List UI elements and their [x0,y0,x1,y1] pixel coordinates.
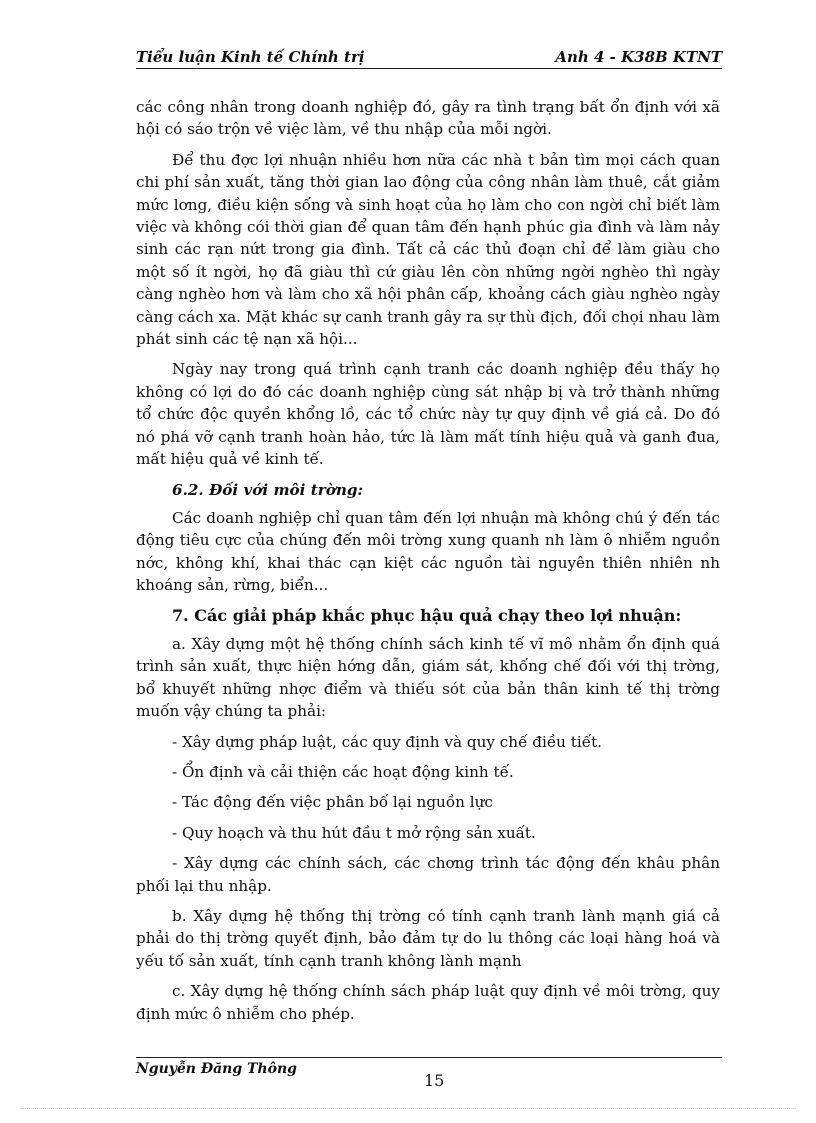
paragraph-environment: Các doanh nghiệp chỉ quan tâm đến lợi nhuận mà không chú ý đến tác động tiêu cực của chúng đến môi trờng xung quanh nh làm ô nhiễm nguồn nớc, không khí, khai thác cạn kiệt các nguồn tài nguyên thiên nhiên nh khoáng sản, rừng, biển... [136,508,720,595]
list-item: - Tác động đến việc phân bố lại nguồn lực [172,793,493,812]
header-class-code: Anh 4 - K38B KTNT [555,48,722,66]
section-heading-7: 7. Các giải pháp khắc phục hậu quả chạy theo lợi nhuận: [172,605,682,625]
footer-author: Nguyễn Đăng Thông [136,1061,297,1077]
document-body [136,96,720,1033]
list-item: - Ổn định và cải thiện các hoạt động kinh tế. [172,762,514,781]
list-item: - Xây dựng các chính sách, các chơng trình tác động đến khâu phân phối lại thu nhập. [136,854,720,895]
paragraph-solution-c: c. Xây dựng hệ thống chính sách pháp luật quy định về môi trờng, quy định mức ô nhiễm cho phép. [136,982,720,1023]
list-item: - Xây dựng pháp luật, các quy định và quy chế điều tiết. [172,732,603,751]
list-item: - Quy hoạch và thu hút đầu t mở rộng sản xuất. [172,823,536,842]
header-course-title: Tiểu luận Kinh tế Chính trị [136,48,365,66]
paragraph-solution-a: a. Xây dựng một hệ thống chính sách kinh tế vĩ mô nhằm ổn định quá trình sản xuất, thực hiện hớng dẫn, giám sát, khống chế đối với thị trờng, bổ khuyết những nhợc điểm và thiếu sót của bản thân kinh tế thị trờng muốn vậy chúng ta phải: [136,634,720,721]
section-heading-6-2: 6.2. Đối với môi trờng: [172,480,364,499]
page-number: 15 [424,1071,445,1090]
paragraph-solution-b: b. Xây dựng hệ thống thị trờng có tính cạnh tranh lành mạnh giá cả phải do thị trờng quyết định, bảo đảm tự do lu thông các loại hàng hoá và yếu tố sản xuất, tính cạnh tranh không lành mạnh [136,907,720,970]
paragraph-profit-exploitation: Để thu đợc lợi nhuận nhiều hơn nữa các nhà t bản tìm mọi cách quan chi phí sản xuất, tăng thời gian lao động của công nhân làm thuê, cắt giảm mức lơng, điều kiện sống và sinh hoạt của họ làm cho con ngời chỉ biết làm việc và không cói thời gian để quan tâm đến hạnh phúc gia đình và làm nảy sinh các rạn nứt trong gia đình. Tất cả các thủ đoạn chỉ để làm giàu cho một số ít ngời, họ đã giàu thì cứ giàu lên còn những ngời nghèo thì ngày càng nghèo hơn và làm cho xã hội phân cấp, khoảng cách giàu nghèo ngày càng cách xa. Mặt khác sự canh tranh gây ra sự thù địch, đối chọi nhau làm phát sinh các tệ nạn xã hội... [136,150,721,349]
footer-divider [136,1057,722,1058]
paragraph-monopoly: Ngày nay trong quá trình cạnh tranh các doanh nghiệp đều thấy họ không có lợi do đó các doanh nghiệp cùng sát nhập bị và trở thành những tổ chức độc quyền khổng lồ, các tổ chức này tự quy định về giá cả. Do đó nó phá vỡ cạnh tranh hoàn hảo, tức là làm mất tính hiệu quả và ganh đua, mất hiệu quả về kinh tế. [136,360,720,469]
page-header [136,46,722,69]
page-bottom-edge [20,1108,796,1109]
paragraph-continuation: các công nhân trong doanh nghiệp đó, gây ra tình trạng bất ổn định với xã hội có sáo trộn về việc làm, về thu nhập của mỗi ngời. [136,98,720,139]
